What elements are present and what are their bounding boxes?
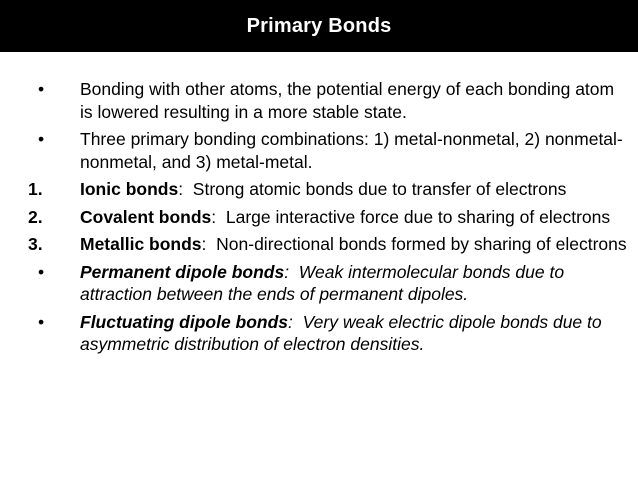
term-separator: :: [211, 206, 217, 227]
term-separator: :: [284, 261, 290, 282]
term-ionic-bonds: Ionic bonds: [80, 179, 179, 199]
term-separator: :: [288, 311, 293, 332]
term-permanent-dipole-bonds: Permanent dipole bonds: [80, 261, 285, 282]
term-description: Non-directional bonds formed by sharing of electrons: [206, 234, 627, 254]
number-marker: 3.: [28, 234, 43, 254]
term-fluctuating-dipole-bonds: Fluctuating dipole bonds: [80, 311, 289, 332]
number-marker: 2.: [28, 206, 43, 227]
term-description: Very weak electric dipole bonds due to asymmetric distribution of electron densities.: [80, 311, 607, 354]
bullet-marker: •: [38, 311, 45, 332]
list-item-fluctuating-dipole: [0, 311, 638, 356]
list-item-covalent: [0, 206, 638, 229]
term-metallic-bonds: Metallic bonds: [80, 234, 202, 254]
list-item: [0, 128, 638, 173]
item-text: Three primary bonding combinations: 1) metal-nonmetal, 2) nonmetal-nonmetal, and 3) metal-metal.: [80, 129, 623, 172]
number-marker: 1.: [28, 179, 43, 199]
list-item-permanent-dipole: [0, 261, 638, 306]
slide-title: Primary Bonds: [246, 14, 392, 37]
term-separator: :: [201, 234, 207, 254]
list-item: [0, 78, 638, 123]
term-covalent-bonds: Covalent bonds: [80, 206, 212, 227]
term-description: Large interactive force due to sharing of electrons: [216, 206, 611, 227]
term-separator: :: [178, 179, 184, 199]
bullet-marker: •: [38, 79, 45, 99]
term-description: Strong atomic bonds due to transfer of electrons: [183, 179, 567, 199]
bullet-marker: •: [38, 261, 45, 282]
item-text: Bonding with other atoms, the potential energy of each bonding atom is lowered resulting in a more stable state.: [80, 79, 615, 122]
title-bar: [0, 0, 638, 52]
list-item-ionic: [0, 178, 638, 201]
term-description: Weak intermolecular bonds due to attraction between the ends of permanent dipoles.: [80, 261, 569, 304]
list-item-metallic: [0, 233, 638, 256]
bullet-list: [0, 78, 638, 361]
bullet-marker: •: [38, 129, 45, 149]
